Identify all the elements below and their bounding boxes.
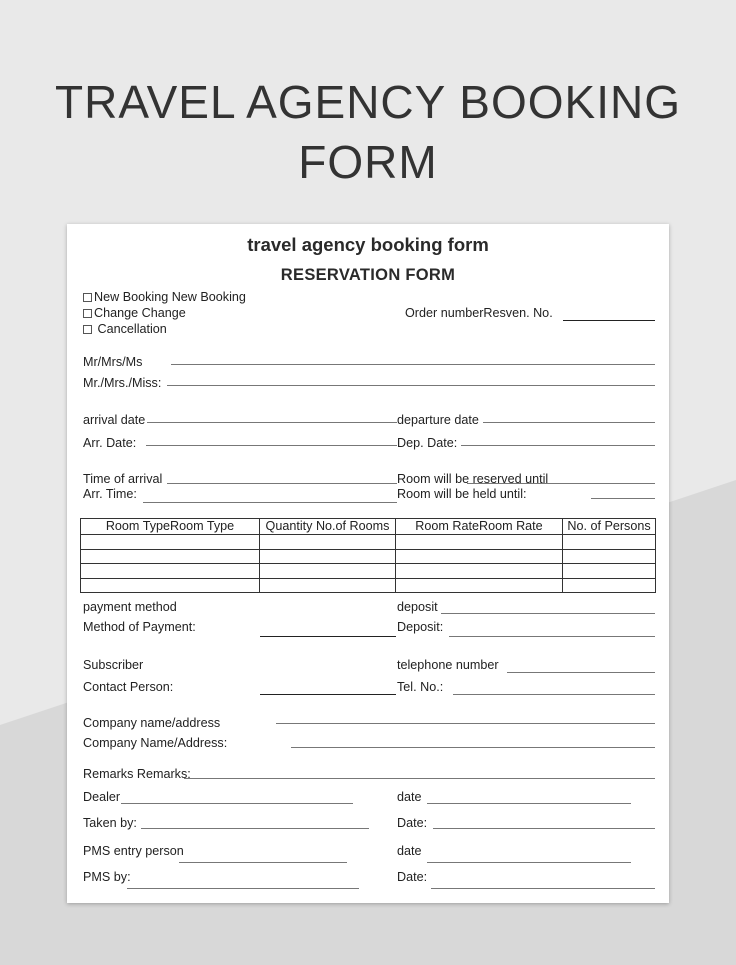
telephone-label-cn: telephone number [397,658,499,672]
order-number-field[interactable] [563,320,655,321]
arrival-time-field-line-1[interactable] [167,483,397,484]
room-reserved-label-en: Room will be held until: [397,487,527,501]
subscriber-label-cn: Subscriber [83,658,144,672]
taken-by-label: Taken by: [83,816,137,830]
table-cell[interactable] [563,564,656,579]
arrival-time-label-cn: Time of arrival [83,472,163,486]
company-label-en: Company Name/Address: [83,736,228,750]
name-label-en: Mr./Mrs./Miss: [83,376,162,390]
booking-option-new[interactable] [83,290,246,305]
remarks-field[interactable] [184,778,655,779]
departure-date-field-line-1[interactable] [483,422,655,423]
room-reserved-field-line-2[interactable] [591,498,655,499]
date-1-field-en[interactable] [433,828,655,829]
checkbox-change[interactable] [83,309,92,318]
booking-option-change[interactable] [83,306,186,321]
table-cell[interactable] [396,549,563,564]
name-field-line-2[interactable] [167,385,655,386]
table-cell[interactable] [260,535,396,550]
deposit-field-line-1[interactable] [441,613,655,614]
telephone-field-line-2[interactable] [453,694,655,695]
room-table-header-row [81,519,656,535]
date-1-field-cn[interactable] [427,803,631,804]
booking-form-sheet [67,224,669,903]
table-cell[interactable] [81,549,260,564]
room-table-header-room-rate: Room RateRoom Rate [396,519,563,535]
name-label-cn: Mr/Mrs/Ms [83,355,143,369]
date-2-field-en[interactable] [431,888,655,889]
table-row [81,535,656,550]
page-title-line-2: FORM [298,136,438,188]
table-cell[interactable] [396,578,563,593]
payment-label-cn: payment method [83,600,177,614]
pms-by-field[interactable] [127,888,359,889]
contact-person-field[interactable] [260,694,396,695]
deposit-label-cn: deposit [397,600,438,614]
payment-label-en: Method of Payment: [83,620,196,634]
arrival-date-field-line-2[interactable] [146,445,397,446]
remarks-label: Remarks Remarks: [83,767,191,781]
pms-entry-field[interactable] [179,862,347,863]
date-2-label-cn: date [397,844,422,858]
date-1-label-cn: date [397,790,422,804]
page-title [0,72,736,192]
departure-date-label-cn: departure date [397,413,479,427]
date-2-label-en: Date: [397,870,428,884]
departure-date-label-en: Dep. Date: [397,436,458,450]
page-title-line-1: TRAVEL AGENCY BOOKING [55,76,681,128]
room-table-header-room-type: Room TypeRoom Type [81,519,260,535]
table-cell[interactable] [260,549,396,564]
departure-date-field-line-2[interactable] [461,445,655,446]
taken-by-field[interactable] [141,828,369,829]
telephone-label-en: Tel. No.: [397,680,444,694]
deposit-field-line-2[interactable] [449,636,655,637]
table-cell[interactable] [563,549,656,564]
table-cell[interactable] [563,535,656,550]
booking-option-new-label: New Booking New Booking [94,290,246,304]
dealer-label: Dealer [83,790,121,804]
booking-option-change-label: Change Change [94,306,186,320]
room-table-header-quantity: Quantity No.of Rooms [260,519,396,535]
dealer-field[interactable] [121,803,353,804]
table-row [81,578,656,593]
table-cell[interactable] [81,535,260,550]
table-cell[interactable] [260,564,396,579]
table-row [81,549,656,564]
pms-entry-label: PMS entry person [83,844,184,858]
table-cell[interactable] [81,564,260,579]
order-number-label: Order numberResven. No. [405,306,553,320]
booking-option-cancellation-label: Cancellation [94,322,167,336]
table-cell[interactable] [563,578,656,593]
room-table [80,518,656,593]
telephone-field-line-1[interactable] [507,672,655,673]
table-cell[interactable] [396,564,563,579]
form-title: travel agency booking form [247,234,489,255]
table-cell[interactable] [81,578,260,593]
table-row [81,564,656,579]
deposit-label-en: Deposit: [397,620,444,634]
table-cell[interactable] [260,578,396,593]
arrival-date-field-line-1[interactable] [147,422,397,423]
payment-field[interactable] [260,636,396,637]
table-cell[interactable] [396,535,563,550]
checkbox-cancellation[interactable] [83,325,92,334]
date-1-label-en: Date: [397,816,428,830]
arrival-date-label-cn: arrival date [83,413,146,427]
company-field-line-2[interactable] [291,747,655,748]
pms-by-label: PMS by: [83,870,131,884]
subscriber-label-en: Contact Person: [83,680,174,694]
checkbox-new-booking[interactable] [83,293,92,302]
company-field-line-1[interactable] [276,723,655,724]
room-table-header-persons: No. of Persons [563,519,656,535]
room-reserved-field-line-1[interactable] [467,483,655,484]
form-subtitle: RESERVATION FORM [280,266,456,284]
name-field-line-1[interactable] [171,364,655,365]
arrival-date-label-en: Arr. Date: [83,436,137,450]
date-2-field-cn[interactable] [427,862,631,863]
booking-option-cancellation[interactable] [83,322,167,337]
company-label-cn: Company name/address [83,716,221,730]
arrival-time-field-line-2[interactable] [143,502,397,503]
room-reserved-label-cn: Room will be reserved until [397,472,549,486]
arrival-time-label-en: Arr. Time: [83,487,137,501]
